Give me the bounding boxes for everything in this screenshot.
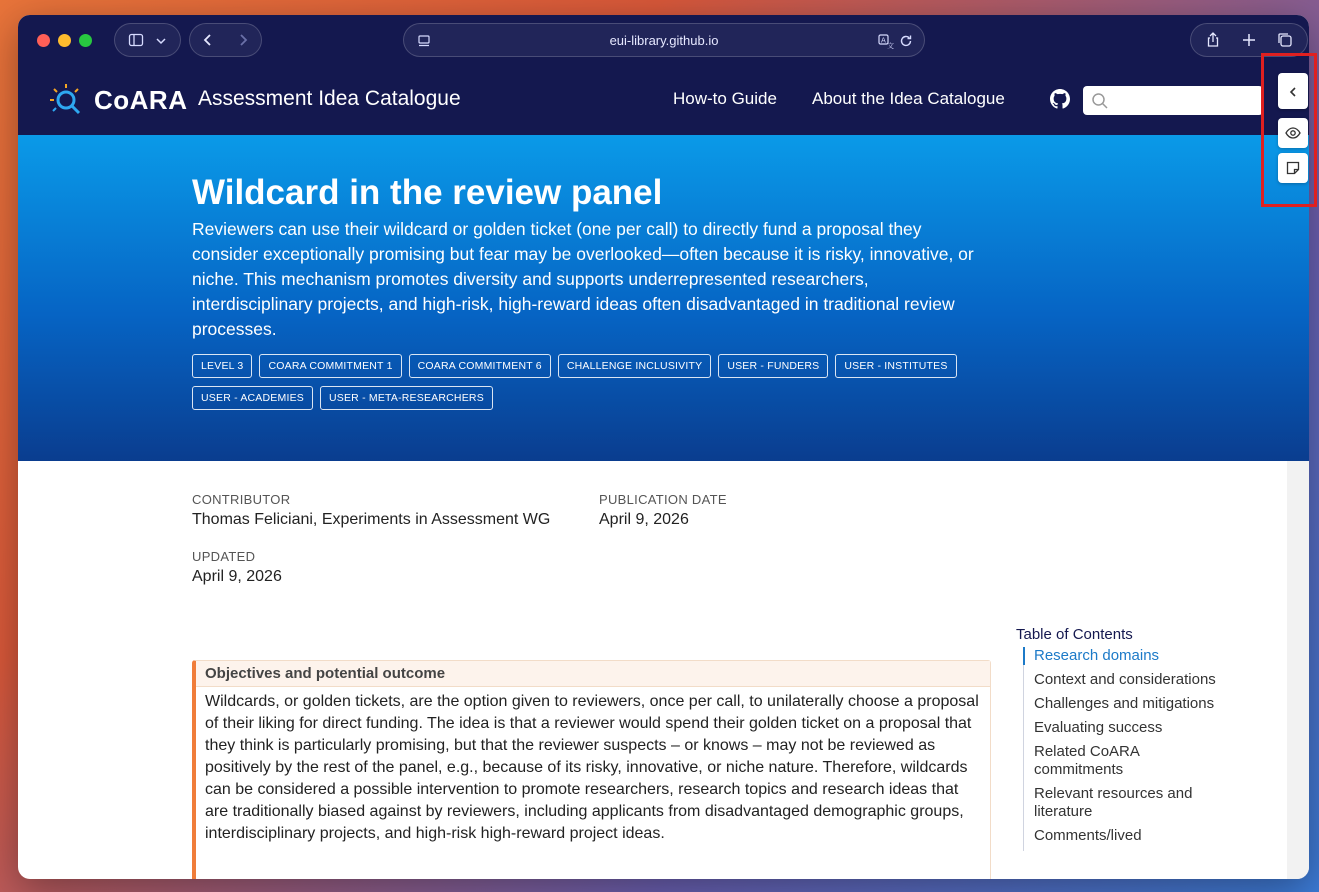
site-header — [18, 67, 1309, 135]
contributor-label: CONTRIBUTOR — [192, 492, 291, 507]
site-logo[interactable] — [48, 81, 188, 119]
hero-banner — [18, 135, 1309, 461]
contributor-value: Thomas Feliciani, Experiments in Assessment WG — [192, 511, 551, 528]
svg-text:文: 文 — [887, 42, 894, 49]
updated-value: April 9, 2026 — [192, 568, 282, 585]
sidebar-icon — [128, 32, 144, 48]
browser-toolbar — [18, 15, 1309, 67]
tag-coara-commitment-6[interactable]: COARA COMMITMENT 6 — [409, 354, 551, 378]
toc-item-challenges[interactable]: Challenges and mitigations — [1034, 695, 1215, 712]
toolbar-actions — [1190, 23, 1308, 57]
toc-item-research-domains[interactable]: Research domains — [1023, 647, 1223, 665]
page-menu-icon[interactable] — [416, 33, 432, 49]
coara-logo-icon — [48, 81, 86, 119]
minimize-window-button[interactable] — [58, 34, 71, 47]
visibility-toggle-button[interactable] — [1278, 118, 1308, 148]
sidebar-toggle-button[interactable] — [114, 23, 181, 57]
toc-item-resources[interactable]: Relevant resources and literature — [1034, 785, 1193, 820]
reload-icon[interactable] — [898, 33, 914, 49]
updated-label: UPDATED — [192, 549, 256, 564]
page-title: Wildcard in the review panel — [192, 173, 663, 212]
toc-item-evaluating-success[interactable]: Evaluating success — [1034, 719, 1163, 736]
scrollbar[interactable] — [1287, 461, 1309, 879]
toc-item-comments[interactable]: Comments/lived — [1034, 827, 1142, 844]
site-title[interactable]: Assessment Idea Catalogue — [198, 87, 461, 110]
close-window-button[interactable] — [37, 34, 50, 47]
page-description: Reviewers can use their wildcard or golden ticket (one per call) to directly fund a proposal they consider exceptionally promising but fear may be overlooked—often because it is risky, innovative, or niche. This mechanism promotes diversity and supports underrepresented researchers, interdisciplinary projects, and high-risk, high-reward ideas often disadvantaged in traditional review processes. — [192, 219, 974, 339]
callout-body: Wildcards, or golden tickets, are the option given to reviewers, once per call, to unilaterally choose a proposal of their liking for direct funding. The idea is that a reviewer would spend their golden ticket on a proposal that they think is particularly promising, but that the reviewer suspects – or knows – may not be reviewed as positively by the rest of the panel, e.g., because of its risky, innovative, or niche nature. Therefore, wildcards can be considered a possible intervention to promote researchers, research topics and research ideas that are traditionally biased against by reviewers, including applicants from disadvantaged demographic groups, interdisciplinary projects, and high-risk high-reward project ideas. — [205, 693, 979, 842]
objectives-callout — [192, 660, 991, 879]
tag-user-academies[interactable]: USER - ACADEMIES — [192, 386, 313, 410]
sticky-note-icon — [1285, 160, 1301, 176]
nav-how-to-guide[interactable]: How-to Guide — [673, 89, 777, 108]
back-button[interactable] — [200, 32, 216, 48]
toc-item-context[interactable]: Context and considerations — [1034, 671, 1216, 688]
chevron-down-icon — [155, 34, 167, 46]
tag-challenge-inclusivity[interactable]: CHALLENGE INCLUSIVITY — [558, 354, 712, 378]
search-icon — [1091, 92, 1109, 110]
toc-title: Table of Contents — [1016, 626, 1133, 643]
browser-window — [18, 15, 1309, 879]
address-bar[interactable] — [403, 23, 925, 57]
callout-heading: Objectives and potential outcome — [196, 661, 990, 687]
history-nav — [189, 23, 262, 57]
publication-date-label: PUBLICATION DATE — [599, 492, 727, 507]
publication-date-value: April 9, 2026 — [599, 511, 689, 528]
github-icon[interactable] — [1050, 89, 1070, 109]
share-icon[interactable] — [1205, 32, 1221, 48]
tag-user-funders[interactable]: USER - FUNDERS — [718, 354, 828, 378]
note-button[interactable] — [1278, 153, 1308, 183]
tag-user-meta-researchers[interactable]: USER - META-RESEARCHERS — [320, 386, 493, 410]
collapse-panel-button[interactable] — [1278, 73, 1308, 109]
eye-icon — [1285, 125, 1301, 141]
logo-text: CoARA — [94, 84, 188, 115]
search-input[interactable] — [1083, 86, 1263, 115]
svg-text:A: A — [881, 36, 886, 45]
url-text: eui-library.github.io — [609, 32, 719, 48]
translate-icon[interactable] — [878, 33, 894, 49]
tag-level-3[interactable]: LEVEL 3 — [192, 354, 252, 378]
tab-overview-icon[interactable] — [1277, 32, 1293, 48]
tag-list — [192, 354, 972, 410]
table-of-contents — [1023, 647, 1223, 851]
tag-user-institutes[interactable]: USER - INSTITUTES — [835, 354, 956, 378]
toc-item-related-commitments[interactable]: Related CoARA commitments — [1034, 743, 1140, 778]
forward-button[interactable] — [235, 32, 251, 48]
address-bar-actions — [878, 33, 914, 49]
tag-coara-commitment-1[interactable]: COARA COMMITMENT 1 — [259, 354, 401, 378]
new-tab-icon[interactable] — [1241, 32, 1257, 48]
nav-about-catalogue[interactable]: About the Idea Catalogue — [812, 89, 1005, 108]
chevron-left-icon — [1287, 85, 1299, 97]
extension-panel — [1261, 53, 1317, 207]
window-controls — [37, 34, 92, 47]
zoom-window-button[interactable] — [79, 34, 92, 47]
